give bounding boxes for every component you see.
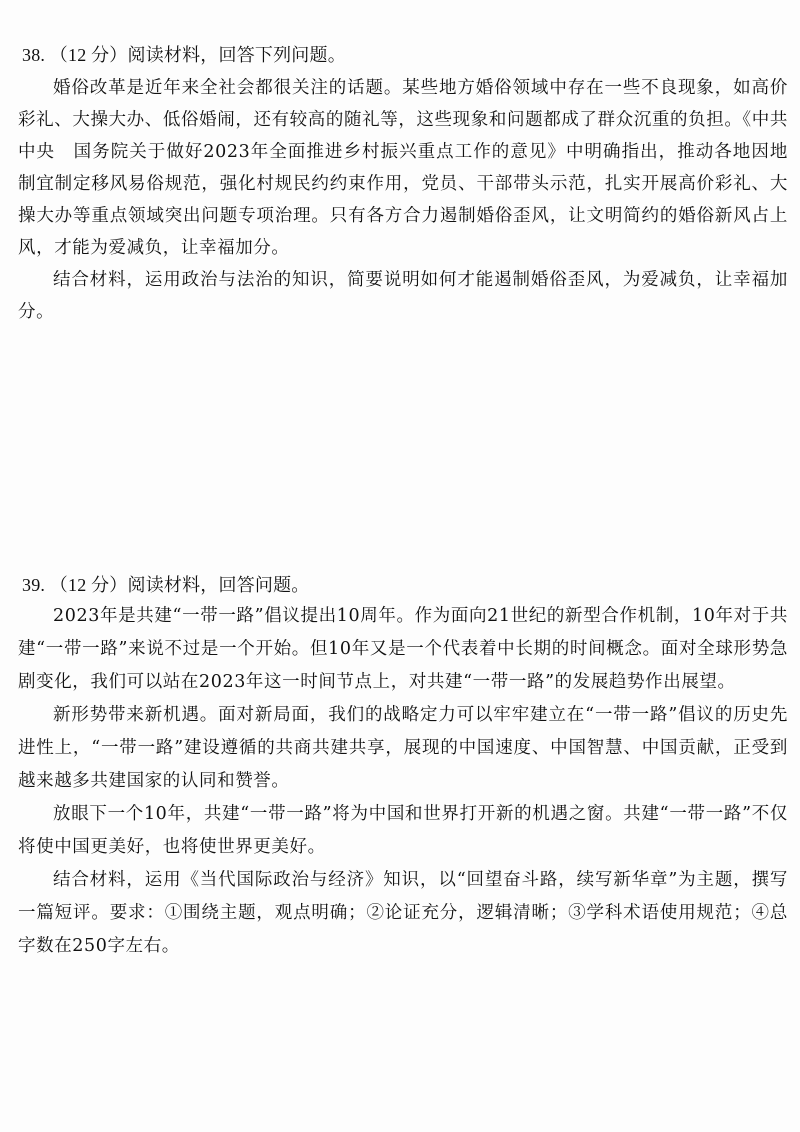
question-39-material-1: 2023年是共建“一带一路”倡议提出10周年。作为面向21世纪的新型合作机制，10年对于共建“一带一路”来说不过是一个开始。但10年又是一个代表着中长期的时间概念。面对全球形势急剧变化，我们可以站在2023年这一时间节点上，对共建“一带一路”的发展趋势作出展望。 xyxy=(18,606,788,692)
question-39-title: 39. （12 分）阅读材料，回答问题。 xyxy=(22,575,310,595)
question-39-prompt: 结合材料，运用《当代国际政治与经济》知识，以“回望奋斗路，续写新华章”为主题，撰写一篇短评。要求：①围绕主题，观点明确；②论证充分，逻辑清晰；③学科术语使用规范；④总字数在250字左右。 xyxy=(18,870,788,956)
question-38-title: 38. （12 分）阅读材料，回答下列问题。 xyxy=(22,45,346,65)
question-39 xyxy=(18,572,788,963)
question-38-material: 婚俗改革是近年来全社会都很关注的话题。某些地方婚俗领域中存在一些不良现象，如高价彩礼、大操大办、低俗婚闹，还有较高的随礼等，这些现象和问题都成了群众沉重的负担。《中共中央 国务院关于做好2023年全面推进乡村振兴重点工作的意见》中明确指出，推动各地因地制宜制定移风易俗规范，强化村规民约约束作用，党员、干部带头示范，扎实开展高价彩礼、大操大办等重点领域突出问题专项治理。只有各方合力遏制婚俗歪风，让文明简约的婚俗新风占上风，才能为爱减负，让幸福加分。 xyxy=(18,78,788,258)
question-39-material-3: 放眼下一个10年，共建“一带一路”将为中国和世界打开新的机遇之窗。共建“一带一路”不仅将使中国更美好，也将使世界更美好。 xyxy=(18,804,788,857)
question-39-material-2: 新形势带来新机遇。面对新局面，我们的战略定力可以牢牢建立在“一带一路”倡议的历史先进性上，“一带一路”建设遵循的共商共建共享，展现的中国速度、中国智慧、中国贡献，正受到越来越多共建国家的认同和赞誉。 xyxy=(18,705,788,791)
question-38 xyxy=(18,42,788,328)
question-38-prompt: 结合材料，运用政治与法治的知识，简要说明如何才能遏制婚俗歪风，为爱减负，让幸福加分。 xyxy=(18,270,788,322)
